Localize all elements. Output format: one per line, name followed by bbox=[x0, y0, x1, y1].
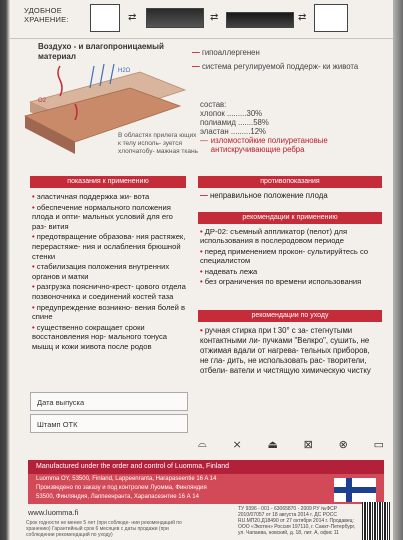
composition-extra-text: изломостойкие полиуретановые антискручивающие ребра bbox=[210, 136, 328, 154]
arrow-icon: ⇄ bbox=[128, 12, 137, 23]
folded-belt-icon bbox=[146, 8, 204, 28]
recommendation-text: без ограничения по времени использования bbox=[204, 277, 362, 287]
contraindications-list bbox=[200, 191, 380, 202]
recommendations-list bbox=[200, 227, 380, 287]
storage-strip bbox=[10, 0, 393, 39]
o2-label: O2 bbox=[38, 98, 47, 104]
no-dry-clean-icon: ⊗ bbox=[338, 439, 348, 451]
storage-box-icon bbox=[90, 4, 120, 32]
no-tumble-dry-icon: ⊠ bbox=[303, 439, 313, 451]
storage-label-line1: УДОБНОЕ bbox=[24, 6, 62, 15]
composition-item: эластан .........12% bbox=[200, 127, 266, 136]
manufacturer-address-ru: 53500, Финляндия, Лаппеенранта, Харапасеэнтие 16 А 14 bbox=[36, 494, 199, 500]
recommendation-item: • без ограничения по времени использования bbox=[200, 277, 362, 287]
indication-text: разгрузка пояснично-крест- цового отдела позвоночника и соединений костей таза bbox=[32, 282, 186, 301]
website-url: www.luomma.fi bbox=[28, 508, 79, 517]
manufacturer-block bbox=[28, 474, 384, 504]
storage-label bbox=[24, 6, 69, 24]
indications-list bbox=[32, 192, 186, 353]
recommendation-item: • надевать лежа bbox=[200, 266, 258, 276]
arrow-icon: ⇄ bbox=[298, 12, 307, 23]
fabric-title-line1: Воздухо - и влагопроницаемый bbox=[38, 42, 164, 51]
composition-header: состав: bbox=[200, 100, 227, 109]
indication-text: существенно сокращает сроки восстановления нор- мального тонуса мышц и кожи живота после родов bbox=[32, 322, 167, 351]
fabric-title bbox=[38, 42, 178, 62]
stamp-field: Штамп ОТК bbox=[30, 414, 188, 433]
recommendation-item: • перед применением прокон- сультируйтесь со специалистом bbox=[200, 246, 369, 266]
indication-item: • предупреждение возникно- вения болей в спине bbox=[32, 302, 186, 322]
barcode bbox=[362, 502, 390, 540]
contraindications-header: противопоказания bbox=[198, 176, 382, 188]
storage-label-line2: ХРАНЕНИЕ: bbox=[24, 15, 69, 24]
indication-item: • обеспечение нормального положения плода и опти- мальных условий для его раз- вития bbox=[32, 202, 173, 231]
shelf-life-note: Срок годности не менее 5 лет (при соблюде- нии рекомендаций по хранению) Гарантийный срок 6 месяцев с даты продажи (при соблюдении рекомендаций по уходу) bbox=[26, 520, 182, 538]
recommendation-text: перед применением прокон- сультируйтесь со специалистом bbox=[200, 246, 369, 266]
indication-item: • существенно сокращает сроки восстановления нор- мального тонуса мышц и кожи живота после родов bbox=[32, 322, 167, 351]
recommendation-text: ДР-02: съемный аппликатор (пелот) для использования в послеродовом периоде bbox=[200, 227, 348, 246]
composition-item: хлопок .........30% bbox=[200, 109, 263, 118]
property-text: система регулируемой поддерж- ки живота bbox=[201, 61, 359, 71]
indication-item: • эластичная поддержка жи- вота bbox=[32, 192, 150, 201]
hand-wash-icon: ⌓ bbox=[198, 438, 207, 450]
indication-item: • предотвращение образова- ния растяжек, перерастяже- ния и ослабления брюшной стенки bbox=[32, 232, 186, 261]
indication-text: эластичная поддержка жи- вота bbox=[36, 192, 150, 201]
indication-item: • стабилизация положения внутренних органов и матки bbox=[32, 262, 170, 281]
manufacturer-address-en: Luomma OY, 53500, Finland, Lappeenranta, Harapaseentie 16 A 14 bbox=[36, 476, 217, 482]
no-iron-icon: ⏏ bbox=[267, 439, 278, 451]
indication-text: обеспечение нормального положения плода и опти- мальных условий для его раз- вития bbox=[32, 202, 173, 231]
date-field: Дата выпуска bbox=[30, 392, 188, 411]
certification-info: ТУ 9396 - 001 - 63065870 - 2009 РУ №ФСР 2010/07057 от 18 августа 2014 г. ДС РОСС RU.МП20.Д18490 от 27 октября 2014 г. Продавец: ООО «Экотен» Россия 197110, г. Санкт-Петербург, ул. Чапаева, новский, д. 18, лит. А, офис 11 bbox=[238, 506, 356, 536]
care-icons bbox=[198, 438, 384, 452]
manufacturer-head-ru: Произведено по заказу и под контролем Луомма, Финляндия bbox=[36, 485, 207, 491]
care-item: • ручная стирка при t 30° с за- стегнутыми контактными ли- пучками "Велкро", сушить, не отжимая вдали от нагрева- тельных приборов, не гла- дить, не использовать рас- творители, отбели- ватели и чистящую химическую чистку bbox=[200, 326, 371, 375]
fabric-title-line2: материал bbox=[38, 52, 76, 61]
contraindication-item: — неправильное положение плода bbox=[200, 191, 328, 200]
arrow-icon: ⇄ bbox=[210, 12, 219, 23]
composition-extra: — изломостойкие полиуретановые антискручивающие ребра bbox=[200, 136, 380, 154]
property-item: — гипоаллергенен bbox=[192, 48, 260, 57]
properties-list bbox=[192, 48, 382, 75]
property-text: гипоаллергенен bbox=[201, 48, 260, 57]
storage-box-icon bbox=[314, 4, 348, 32]
care-text: ручная стирка при t 30° с за- стегнутыми контактными ли- пучками "Велкро", сушить, не отжимая вдали от нагрева- тельных приборов, не гла- дить, не использовать рас- творители, отбели- ватели и чистящую химическую чистку bbox=[200, 326, 371, 375]
property-item: — система регулируемой поддерж- ки живота bbox=[192, 61, 359, 71]
recommendations-header: рекомендации к применению bbox=[198, 212, 382, 224]
fabric-note: В областях прилега ющих к телу исполь- зуется хлопчатобу- мажная ткань bbox=[118, 132, 198, 155]
recommendation-item: • ДР-02: съемный аппликатор (пелот) для использования в послеродовом периоде bbox=[200, 227, 348, 246]
indication-text: предотвращение образова- ния растяжек, перерастяже- ния и ослабления брюшной стенки bbox=[32, 232, 186, 261]
care-header: рекомендации по уходу bbox=[198, 310, 382, 322]
flat-dry-icon: ▭ bbox=[373, 439, 384, 451]
manufacturer-header: Manufactured under the order and control of Luomma, Finland bbox=[28, 460, 384, 474]
flat-belt-icon bbox=[226, 12, 294, 28]
recommendation-text: надевать лежа bbox=[204, 266, 258, 276]
h2o-label: H2O bbox=[118, 68, 131, 74]
indication-item: • разгрузка пояснично-крест- цового отдела позвоночника и соединений костей таза bbox=[32, 282, 186, 301]
no-bleach-icon: ⨯ bbox=[232, 439, 242, 451]
composition bbox=[200, 100, 380, 154]
composition-item: полиамид .......58% bbox=[200, 118, 269, 127]
indication-text: предупреждение возникно- вения болей в спине bbox=[32, 302, 186, 322]
care-text-block bbox=[200, 326, 380, 377]
finland-flag-icon bbox=[334, 478, 376, 502]
indications-header: показания к применению bbox=[30, 176, 186, 188]
contraindication-text: неправильное положение плода bbox=[209, 191, 328, 200]
indication-text: стабилизация положения внутренних органов и матки bbox=[32, 262, 170, 281]
